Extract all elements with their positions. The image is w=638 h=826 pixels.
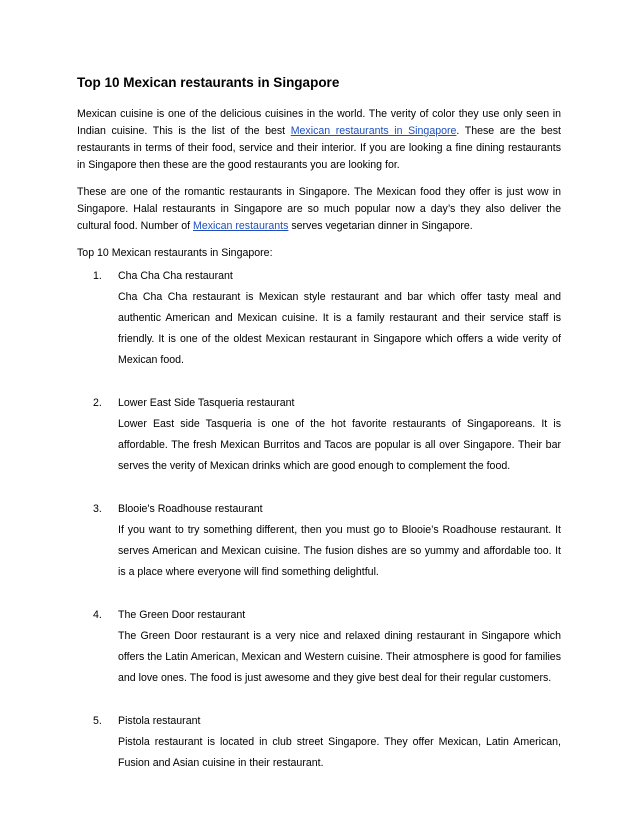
restaurant-description: Cha Cha Cha restaurant is Mexican style restaurant and bar which offer tasty meal and authentic American and Mexican cuisine. It is a family restaurant and their service staff is friendly. It is one of the oldest Mexican restaurant in Singapore which offers a wide verity of Mexican food.: [118, 291, 561, 366]
list-item-number: 3.: [93, 503, 102, 515]
list-item-number: 2.: [93, 397, 102, 409]
list-item: [77, 395, 561, 477]
list-item: [77, 607, 561, 689]
mexican-restaurants-link[interactable]: Mexican restaurants: [193, 220, 289, 232]
intro-p2-text-b: serves vegetarian dinner in Singapore.: [288, 220, 473, 232]
restaurant-name: Blooie's Roadhouse restaurant: [118, 503, 263, 515]
intro-paragraph-2: [77, 184, 561, 235]
list-item: [77, 501, 561, 583]
mexican-restaurants-singapore-link[interactable]: Mexican restaurants in Singapore: [290, 125, 457, 137]
restaurant-list: [77, 268, 561, 774]
list-heading: Top 10 Mexican restaurants in Singapore:: [77, 247, 273, 259]
intro-p1-text-b: . These are the best restaurants in terms of their food, service and their interior. If you are looking a fine dining restaurants in Singapore then these are the good restaurants you are looking for.: [77, 125, 561, 171]
restaurant-description: If you want to try something different, then you must go to Blooie’s Roadhouse restaurant. It serves American and Mexican cuisine. The fusion dishes are so yummy and affordable too. It is a place where everyone will find something delightful.: [118, 524, 561, 578]
restaurant-name: Cha Cha Cha restaurant: [118, 270, 233, 282]
list-item: [77, 268, 561, 371]
intro-p1-text-a: Mexican cuisine is one of the delicious cuisines in the world. The verity of color they use only seen in Indian cuisine. This is the list of the best: [77, 108, 561, 137]
list-item: [77, 713, 561, 774]
restaurant-name: Pistola restaurant: [118, 715, 201, 727]
restaurant-name: Lower East Side Tasqueria restaurant: [118, 397, 295, 409]
list-item-number: 5.: [93, 715, 102, 727]
restaurant-description: Pistola restaurant is located in club street Singapore. They offer Mexican, Latin American, Fusion and Asian cuisine in their restaurant.: [118, 736, 561, 769]
intro-paragraph-1: [77, 106, 561, 174]
list-item-number: 4.: [93, 609, 102, 621]
page-title: Top 10 Mexican restaurants in Singapore: [77, 75, 340, 90]
restaurant-description: The Green Door restaurant is a very nice and relaxed dining restaurant in Singapore which offers the Latin American, Mexican and Western cuisine. Their atmosphere is good for families and love ones. The food is just awesome and they give best deal for their regular customers.: [118, 630, 561, 684]
restaurant-description: Lower East side Tasqueria is one of the hot favorite restaurants of Singaporeans. It is affordable. The fresh Mexican Burritos and Tacos are popular is all over Singapore. Their bar serves the verity of Mexican drinks which are good enough to complement the food.: [118, 418, 561, 472]
list-item-number: 1.: [93, 270, 102, 282]
restaurant-name: The Green Door restaurant: [118, 609, 246, 621]
intro-p2-text-a: These are one of the romantic restaurants in Singapore. The Mexican food they offer is just wow in Singapore. Halal restaurants in Singapore are so much popular now a day’s they also deliver the cultural food. Number of: [77, 186, 561, 232]
